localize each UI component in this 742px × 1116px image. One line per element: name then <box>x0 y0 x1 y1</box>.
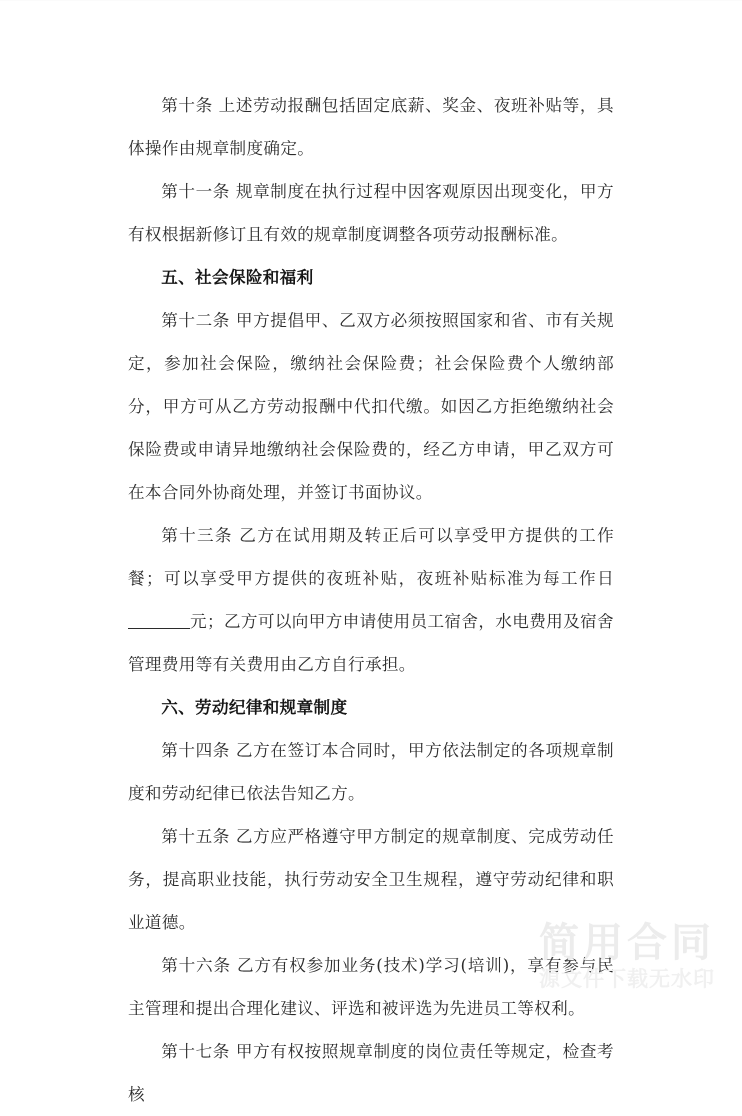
article-12-paragraph: 第十二条 甲方提倡甲、乙双方必须按照国家和省、市有关规定，参加社会保险，缴纳社会保险费；社会保险费个人缴纳部分，甲方可从乙方劳动报酬中代扣代缴。如因乙方拒绝缴纳社会保险费或申请异地缴纳社会保险费的，经乙方申请，甲乙双方可在本合同外协商处理，并签订书面协议。 <box>128 311 614 502</box>
article-14-paragraph: 第十四条 乙方在签订本合同时，甲方依法制定的各项规章制度和劳动纪律已依法告知乙方。 <box>128 741 614 803</box>
article-15-paragraph: 第十五条 乙方应严格遵守甲方制定的规章制度、完成劳动任务，提高职业技能，执行劳动安全卫生规程，遵守劳动纪律和职业道德。 <box>128 827 614 932</box>
article-10-paragraph: 第十条 上述劳动报酬包括固定底薪、奖金、夜班补贴等，具体操作由规章制度确定。 <box>128 96 614 158</box>
scan-edge-top <box>0 0 742 1</box>
article-11-paragraph: 第十一条 规章制度在执行过程中因客观原因出现变化，甲方有权根据新修订且有效的规章制度调整各项劳动报酬标准。 <box>128 182 614 244</box>
section-five-heading: 五、社会保险和福利 <box>161 268 314 287</box>
article-13-text-before-blank: 第十三条 乙方在试用期及转正后可以享受甲方提供的工作餐；可以享受甲方提供的夜班补贴，夜班补贴标准为每工作日 <box>128 526 614 588</box>
document-body <box>128 84 614 1116</box>
article-13-paragraph <box>128 514 614 686</box>
article-13-text-after-blank: 元；乙方可以向甲方申请使用员工宿舍，水电费用及宿舍管理费用等有关费用由乙方自行承担。 <box>128 612 614 674</box>
watermark-brand-text: 简用合同 <box>539 920 715 966</box>
article-17-paragraph: 第十七条 甲方有权按照规章制度的岗位责任等规定，检查考核 <box>128 1042 614 1104</box>
night-shift-allowance-blank[interactable] <box>128 628 190 629</box>
article-16-paragraph: 第十六条 乙方有权参加业务(技术)学习(培训)，享有参与民主管理和提出合理化建议、评选和被评选为先进员工等权利。 <box>128 956 614 1018</box>
section-six-heading: 六、劳动纪律和规章制度 <box>161 698 348 717</box>
watermark-tagline-text: 源文件下载无水印 <box>539 967 715 991</box>
